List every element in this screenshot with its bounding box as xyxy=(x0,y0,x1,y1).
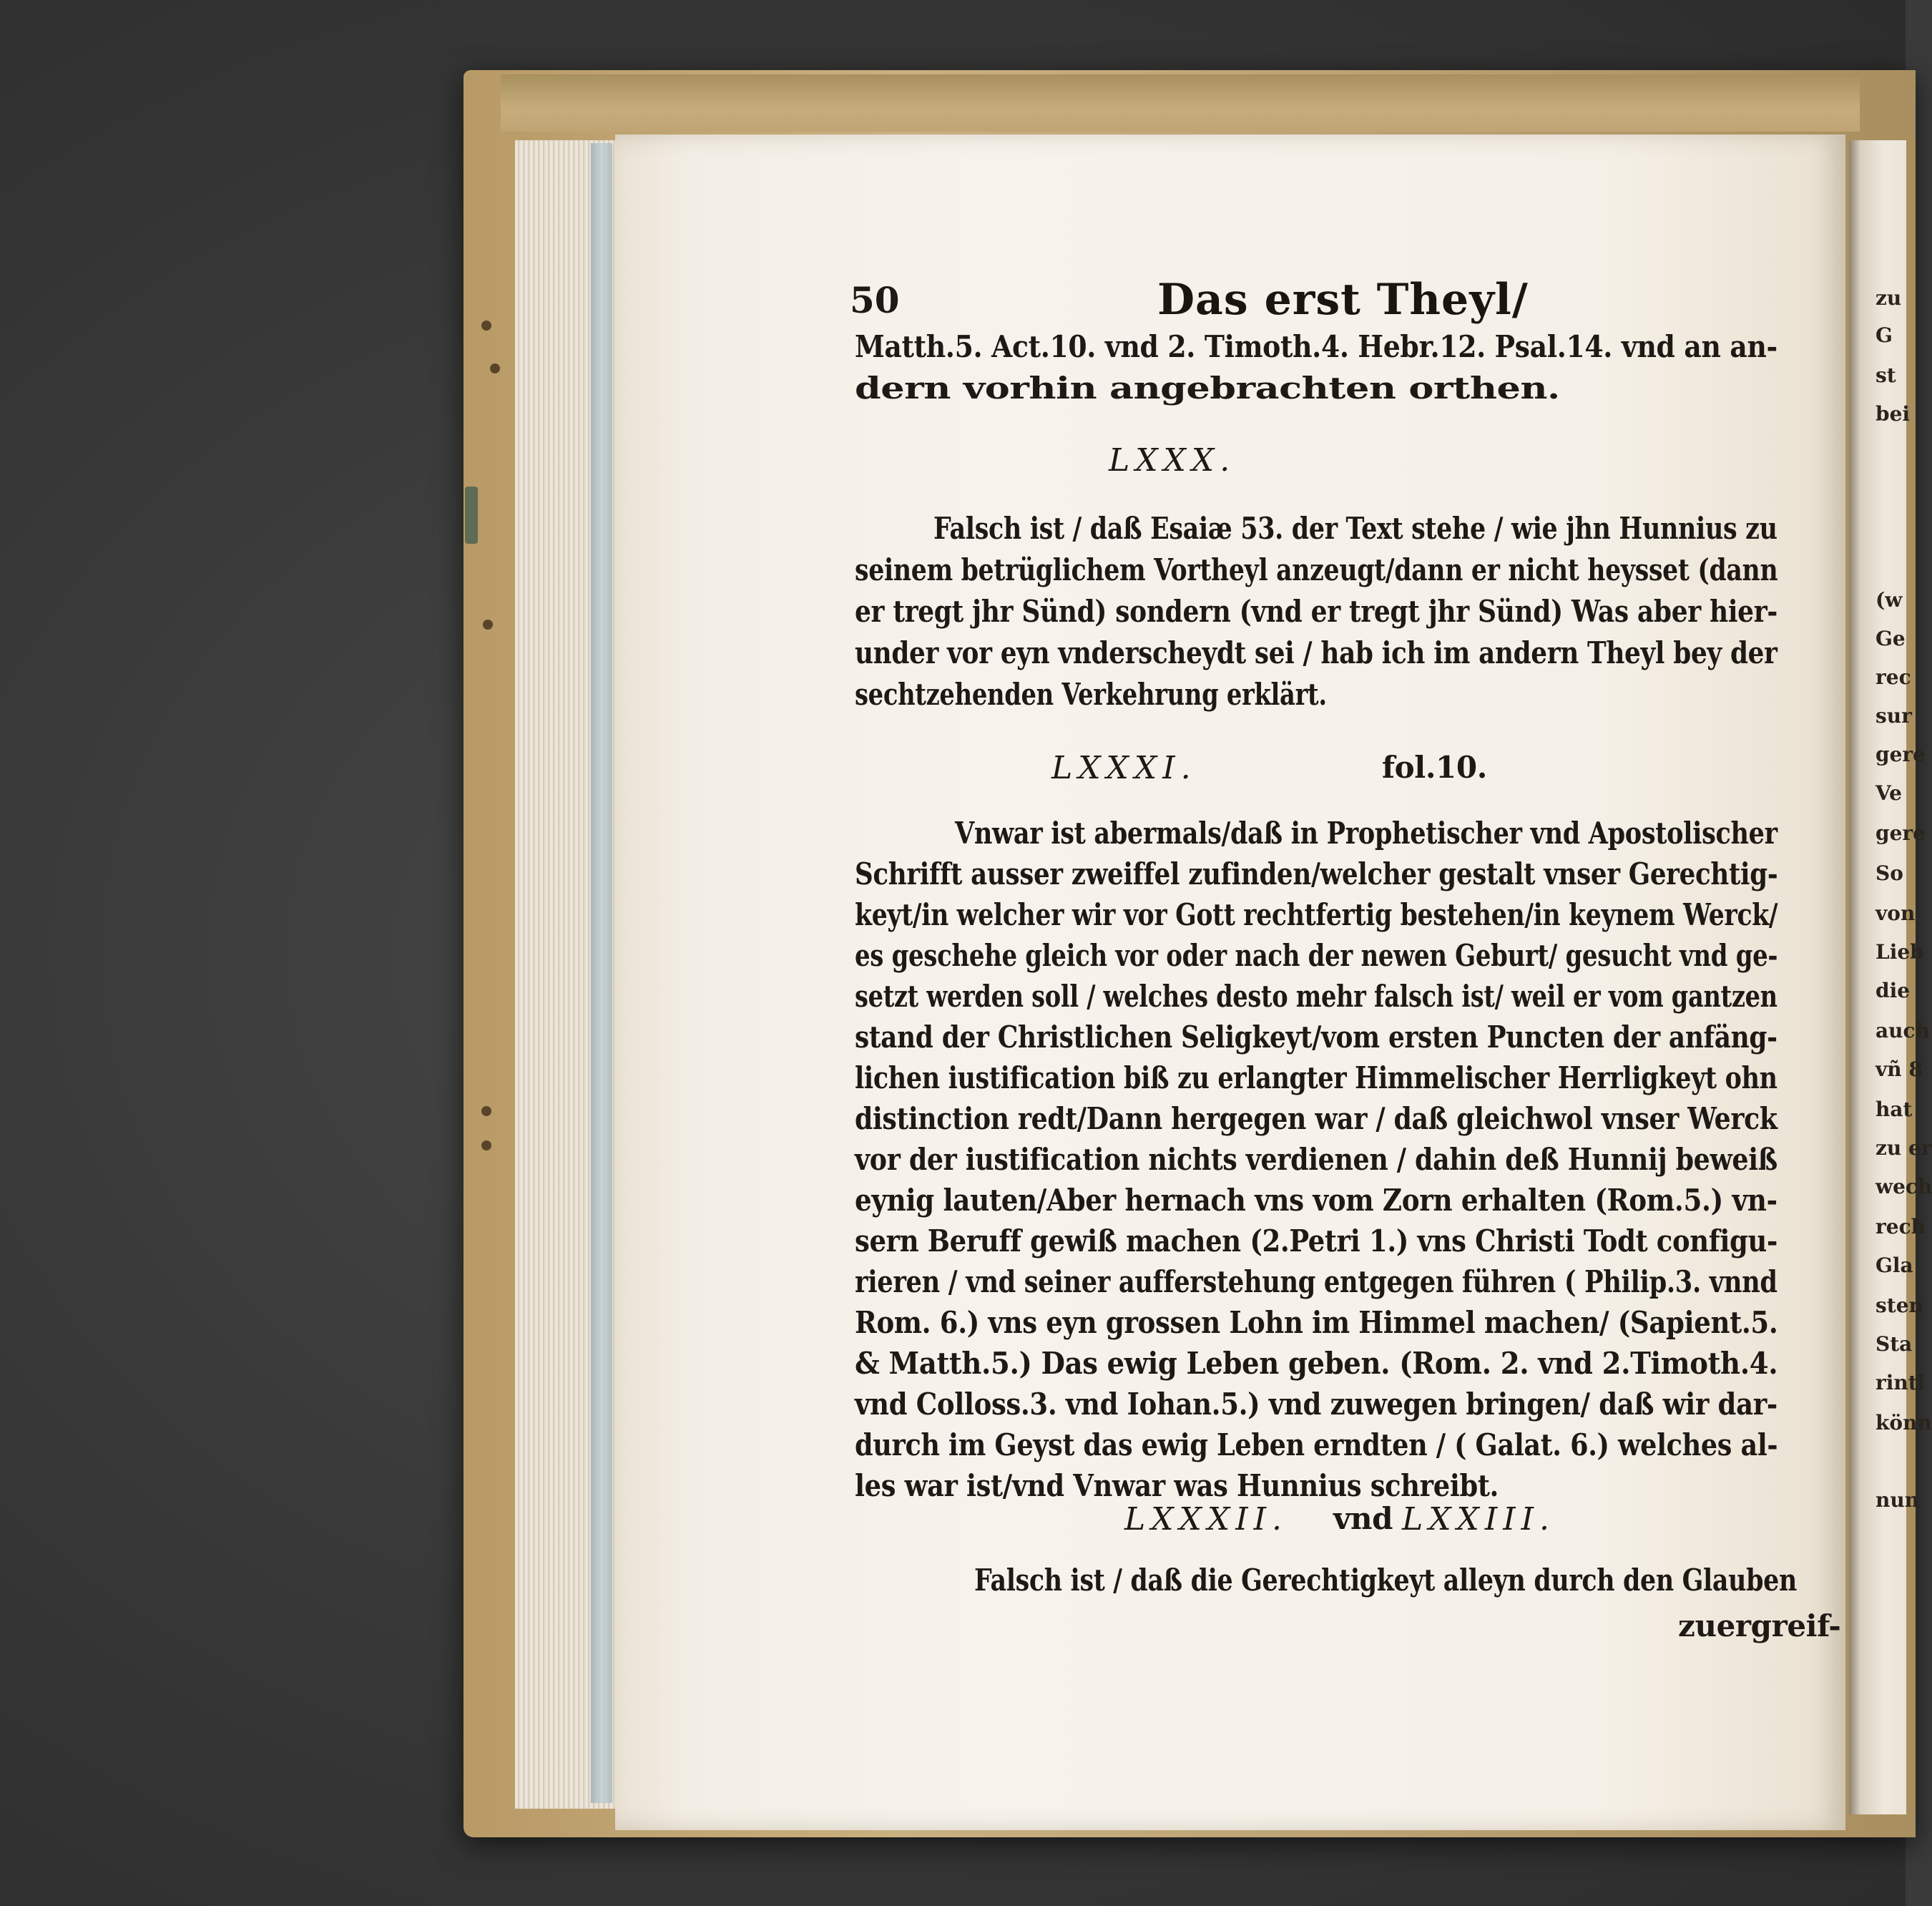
text-line: keyt/in welcher wir vor Gott rechtfertig bestehen/in keynem Werck/ xyxy=(855,897,1778,932)
text-line: distinction redt/Dann hergegen war / daß gleichwol vnser Werck xyxy=(855,1101,1777,1136)
page-number: 50 xyxy=(850,279,900,321)
text-line: sechtzehenden Verkehrung erklärt. xyxy=(855,677,1327,712)
catchword: zuergreif- xyxy=(1678,1608,1841,1643)
text-line: es geschehe gleich vor oder nach der newen Geburt/ gesucht vnd ge- xyxy=(855,938,1778,973)
text-line: vnd Colloss.3. vnd Iohan.5.) vnd zuwegen bringen/ daß wir dar- xyxy=(855,1387,1777,1422)
facing-page-fragment: bei xyxy=(1875,402,1911,426)
binding-hole xyxy=(483,620,493,630)
running-head: Das erst Theyl/ xyxy=(1157,275,1529,325)
folio-reference: fol.10. xyxy=(1382,750,1487,785)
text-line: Schrifft ausser zweiffel zufinden/welcher gestalt vnser Gerechtig- xyxy=(855,856,1778,891)
section-heading-join: vnd xyxy=(1333,1501,1393,1536)
binding-hole xyxy=(481,1106,491,1116)
section-heading: LXXX. xyxy=(1109,442,1236,479)
facing-page-fragment: st xyxy=(1875,363,1896,387)
facing-page-fragment: So xyxy=(1875,861,1903,885)
facing-page-fragment: könn xyxy=(1875,1411,1932,1435)
facing-page-fragment: Gla xyxy=(1875,1253,1913,1277)
facing-page-fragment: rinti xyxy=(1875,1371,1926,1394)
text-line: Vnwar ist abermals/daß in Prophetischer vnd Apostolischer xyxy=(955,816,1777,851)
facing-page-fragment: Ve xyxy=(1875,781,1902,805)
section-heading: LXXIII. xyxy=(1402,1501,1555,1538)
text-line: dern vorhin angebrachten orthen. xyxy=(855,371,1560,406)
text-line: les war ist/vnd Vnwar was Hunnius schreibt. xyxy=(855,1468,1499,1503)
text-line: Rom. 6.) vns eyn grossen Lohn im Himmel machen/ (Sapient.5. xyxy=(855,1305,1778,1340)
facing-page-fragment: auch xyxy=(1875,1019,1930,1042)
facing-page-fragment: G xyxy=(1875,323,1893,347)
facing-page-fragment: rech xyxy=(1875,1215,1926,1238)
facing-page-fragment: wech xyxy=(1875,1175,1932,1198)
text-line: vor der iustification nichts verdienen / dahin deß Hunnij beweiß xyxy=(855,1142,1777,1177)
text-line: durch im Geyst das ewig Leben erndten / ( Galat. 6.) welches al- xyxy=(855,1427,1778,1462)
text-line: Falsch ist / daß Esaiæ 53. der Text stehe / wie jhn Hunnius zu xyxy=(933,511,1777,546)
text-line: er tregt jhr Sünd) sondern (vnd er tregt jhr Sünd) Was aber hier- xyxy=(855,594,1777,629)
facing-page-fragment: (w xyxy=(1875,588,1903,612)
facing-page-fragment: gere xyxy=(1875,821,1926,845)
text-line: eynig lauten/Aber hernach vns vom Zorn erhalten (Rom.5.) vn- xyxy=(855,1183,1777,1218)
text-line: setzt werden soll / welches desto mehr falsch ist/ weil er vom gantzen xyxy=(855,979,1777,1014)
binding-hole xyxy=(481,1140,491,1150)
section-heading: LXXXI. xyxy=(1051,750,1197,786)
page-edges xyxy=(515,140,629,1809)
facing-page-fragment: Lieb xyxy=(1875,940,1924,964)
facing-page-fragment: vñ 8 xyxy=(1875,1057,1923,1081)
cover-clasp xyxy=(465,487,478,544)
facing-page-fragment: sur xyxy=(1875,704,1912,728)
page-edge-tint xyxy=(591,143,612,1803)
facing-page xyxy=(1849,140,1932,1814)
facing-page-fragment: rec xyxy=(1875,665,1911,689)
text-line: rieren / vnd seiner aufferstehung entgegen führen ( Philip.3. vnnd xyxy=(855,1264,1777,1299)
text-line: lichen iustification biß zu erlangter Himmelischer Herrligkeyt ohn xyxy=(855,1060,1777,1095)
facing-page-fragment: die xyxy=(1875,979,1911,1002)
cover-top-edge xyxy=(501,74,1860,132)
facing-page-fragment: nun xyxy=(1875,1488,1920,1512)
text-line: stand der Christlichen Seligkeyt/vom ersten Puncten der anfäng- xyxy=(855,1020,1777,1055)
binding-hole xyxy=(481,321,491,331)
facing-page-fragment: sten xyxy=(1875,1294,1923,1317)
facing-page-fragment: gere xyxy=(1875,743,1926,766)
binding-hole xyxy=(490,363,500,373)
text-line: & Matth.5.) Das ewig Leben geben. (Rom. 2. vnd 2.Timoth.4. xyxy=(855,1346,1778,1381)
text-line: seinem betrüglichem Vortheyl anzeugt/dann er nicht heysset (dann xyxy=(855,552,1778,587)
text-line: sern Beruff gewiß machen (2.Petri 1.) vns Christi Todt configu- xyxy=(855,1223,1778,1259)
section-heading: LXXXII. xyxy=(1124,1501,1288,1538)
facing-page-fragment: Ge xyxy=(1875,627,1906,650)
page-header xyxy=(850,275,1780,329)
facing-page-fragment: hat xyxy=(1875,1098,1913,1121)
facing-page-fragment: zu xyxy=(1875,286,1902,310)
facing-page-fragment: zu er xyxy=(1875,1136,1932,1160)
text-line: under vor eyn vnderscheydt sei / hab ich im andern Theyl bey der xyxy=(855,635,1777,670)
text-line: Matth.5. Act.10. vnd 2. Timoth.4. Hebr.12. Psal.14. vnd an an- xyxy=(855,329,1777,364)
facing-page-fragment: Sta xyxy=(1875,1332,1913,1356)
text-line: Falsch ist / daß die Gerechtigkeyt alleyn durch den Glauben xyxy=(974,1563,1797,1598)
facing-page-fragment: von xyxy=(1875,901,1916,925)
